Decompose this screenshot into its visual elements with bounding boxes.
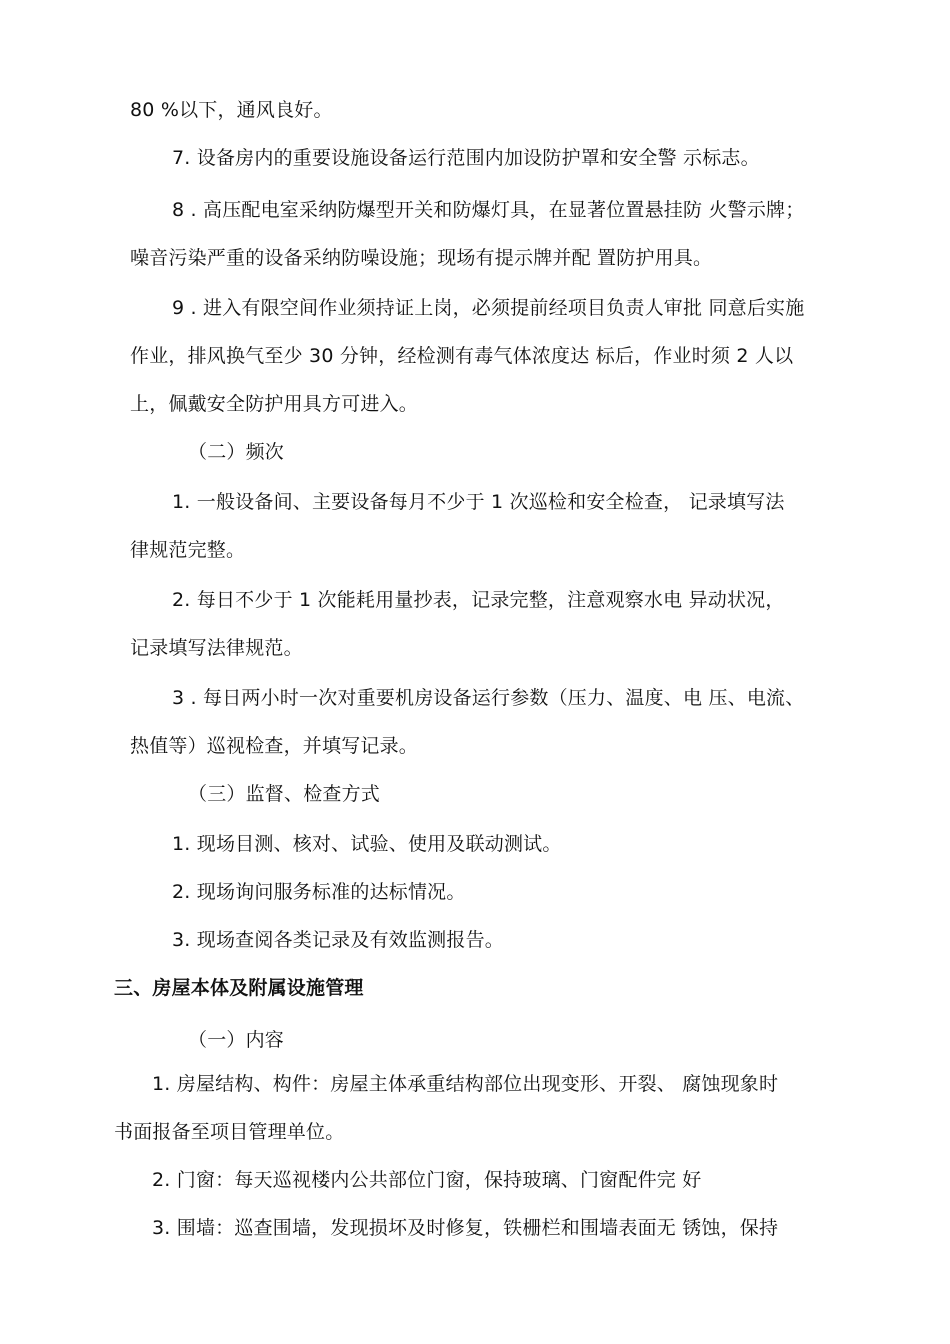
text-line: 记录填写法律规范。	[130, 637, 303, 659]
section-subheading: （一）内容	[188, 1029, 285, 1051]
text-line: 热值等）巡视检查，并填写记录。	[130, 735, 419, 757]
text-line: 2. 现场询问服务标准的达标情况。	[172, 881, 466, 903]
text-line: 3. 围墙：巡查围墙，发现损坏及时修复，铁栅栏和围墙表面无 锈蚀，保持	[152, 1217, 779, 1239]
text-line: 1. 现场目测、核对、试验、使用及联动测试。	[172, 833, 562, 855]
text-line: 9 . 进入有限空间作业须持证上岗，必须提前经项目负责人审批 同意后实施	[172, 297, 805, 319]
text-line: 上，佩戴安全防护用具方可进入。	[130, 393, 419, 415]
text-line: 80 %以下，通风良好。	[130, 99, 333, 121]
text-line: 7. 设备房内的重要设施设备运行范围内加设防护罩和安全警 示标志。	[172, 147, 760, 169]
text-line: 3 . 每日两小时一次对重要机房设备运行参数（压力、温度、电 压、电流、	[172, 687, 805, 709]
text-line: 8 . 高压配电室采纳防爆型开关和防爆灯具，在显著位置悬挂防 火警示牌；	[172, 199, 805, 221]
text-line: 1. 一般设备间、主要设备每月不少于 1 次巡检和安全检查， 记录填写法	[172, 491, 785, 513]
text-line: 1. 房屋结构、构件：房屋主体承重结构部位出现变形、开裂、 腐蚀现象时	[152, 1073, 779, 1095]
text-line: 2. 门窗：每天巡视楼内公共部位门窗，保持玻璃、门窗配件完 好	[152, 1169, 702, 1191]
text-line: 作业，排风换气至少 30 分钟，经检测有毒气体浓度达 标后，作业时须 2 人以	[130, 345, 794, 367]
text-line: 噪音污染严重的设备采纳防噪设施；现场有提示牌并配 置防护用具。	[130, 247, 713, 269]
text-line: 2. 每日不少于 1 次能耗用量抄表，记录完整，注意观察水电 异动状况，	[172, 589, 785, 611]
text-line: 3. 现场查阅各类记录及有效监测报告。	[172, 929, 504, 951]
section-heading: 三、房屋本体及附属设施管理	[114, 977, 364, 999]
text-line: 书面报备至项目管理单位。	[114, 1121, 345, 1143]
text-line: 律规范完整。	[130, 539, 246, 561]
section-subheading: （三）监督、检查方式	[188, 783, 381, 805]
section-subheading: （二）频次	[188, 441, 285, 463]
